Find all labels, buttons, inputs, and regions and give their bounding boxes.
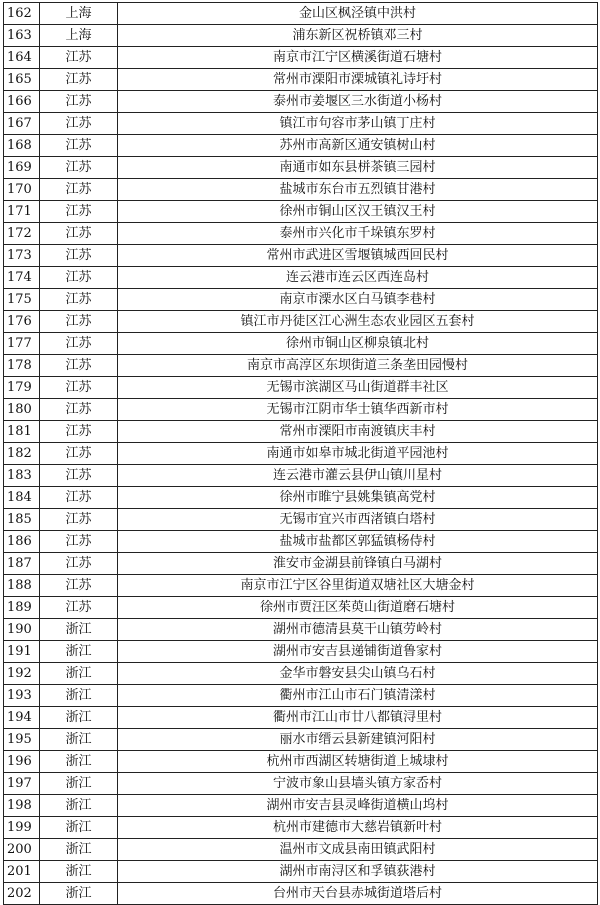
village-name-cell: 盐城市盐都区郭猛镇杨侍村 [118, 531, 598, 553]
row-number: 200 [4, 839, 40, 861]
row-number: 191 [4, 641, 40, 663]
table-row [4, 69, 598, 91]
table-body [4, 3, 598, 905]
village-name-cell: 镇江市句容市茅山镇丁庄村 [118, 113, 598, 135]
province-cell: 江苏 [40, 311, 118, 333]
village-name-cell: 南京市高淳区东坝街道三条垄田园慢村 [118, 355, 598, 377]
province-cell: 江苏 [40, 289, 118, 311]
row-number: 168 [4, 135, 40, 157]
row-number: 184 [4, 487, 40, 509]
row-number: 199 [4, 817, 40, 839]
table-row [4, 641, 598, 663]
village-name-cell: 衢州市江山市石门镇清漾村 [118, 685, 598, 707]
province-cell: 江苏 [40, 135, 118, 157]
village-name-cell: 连云港市连云区西连岛村 [118, 267, 598, 289]
table-row [4, 619, 598, 641]
row-number: 165 [4, 69, 40, 91]
province-cell: 江苏 [40, 47, 118, 69]
table-row [4, 179, 598, 201]
village-name-cell: 无锡市江阴市华士镇华西新市村 [118, 399, 598, 421]
table-row [4, 91, 598, 113]
row-number: 171 [4, 201, 40, 223]
village-name-cell: 淮安市金湖县前锋镇白马湖村 [118, 553, 598, 575]
row-number: 194 [4, 707, 40, 729]
village-name-cell: 湖州市安吉县递铺街道鲁家村 [118, 641, 598, 663]
row-number: 198 [4, 795, 40, 817]
province-cell: 浙江 [40, 707, 118, 729]
table-row [4, 289, 598, 311]
row-number: 202 [4, 883, 40, 905]
village-name-cell: 泰州市姜堰区三水街道小杨村 [118, 91, 598, 113]
village-name-cell: 徐州市铜山区柳泉镇北村 [118, 333, 598, 355]
province-cell: 江苏 [40, 157, 118, 179]
province-cell: 浙江 [40, 751, 118, 773]
row-number: 193 [4, 685, 40, 707]
row-number: 163 [4, 25, 40, 47]
province-cell: 江苏 [40, 399, 118, 421]
row-number: 189 [4, 597, 40, 619]
village-name-cell: 湖州市南浔区和孚镇荻港村 [118, 861, 598, 883]
village-name-cell: 南京市江宁区横溪街道石塘村 [118, 47, 598, 69]
village-name-cell: 金华市磐安县尖山镇乌石村 [118, 663, 598, 685]
province-cell: 江苏 [40, 69, 118, 91]
province-cell: 江苏 [40, 575, 118, 597]
table-row [4, 751, 598, 773]
row-number: 164 [4, 47, 40, 69]
province-cell: 浙江 [40, 795, 118, 817]
province-cell: 江苏 [40, 553, 118, 575]
table-row [4, 773, 598, 795]
table-row [4, 465, 598, 487]
province-cell: 浙江 [40, 839, 118, 861]
table-row [4, 157, 598, 179]
village-name-cell: 南通市如东县栟茶镇三园村 [118, 157, 598, 179]
province-cell: 江苏 [40, 223, 118, 245]
province-cell: 浙江 [40, 861, 118, 883]
village-name-cell: 南通市如皋市城北街道平园池村 [118, 443, 598, 465]
province-cell: 上海 [40, 25, 118, 47]
province-cell: 江苏 [40, 333, 118, 355]
village-name-cell: 无锡市滨湖区马山街道群丰社区 [118, 377, 598, 399]
village-name-cell: 苏州市高新区通安镇树山村 [118, 135, 598, 157]
table-row [4, 47, 598, 69]
table-row [4, 509, 598, 531]
province-cell: 江苏 [40, 531, 118, 553]
table-row [4, 135, 598, 157]
village-name-cell: 南京市溧水区白马镇李巷村 [118, 289, 598, 311]
table-row [4, 355, 598, 377]
row-number: 187 [4, 553, 40, 575]
table-row [4, 377, 598, 399]
table-row [4, 597, 598, 619]
row-number: 162 [4, 3, 40, 25]
table-row [4, 267, 598, 289]
table-row [4, 421, 598, 443]
table-row [4, 883, 598, 905]
row-number: 170 [4, 179, 40, 201]
village-name-cell: 连云港市灌云县伊山镇川星村 [118, 465, 598, 487]
province-cell: 浙江 [40, 619, 118, 641]
table-row [4, 487, 598, 509]
province-cell: 浙江 [40, 641, 118, 663]
row-number: 177 [4, 333, 40, 355]
row-number: 181 [4, 421, 40, 443]
table-row [4, 839, 598, 861]
row-number: 195 [4, 729, 40, 751]
village-name-cell: 金山区枫泾镇中洪村 [118, 3, 598, 25]
row-number: 182 [4, 443, 40, 465]
row-number: 172 [4, 223, 40, 245]
village-name-cell: 湖州市安吉县灵峰街道横山坞村 [118, 795, 598, 817]
row-number: 179 [4, 377, 40, 399]
village-name-cell: 台州市天台县赤城街道塔后村 [118, 883, 598, 905]
table-row [4, 399, 598, 421]
table-row [4, 531, 598, 553]
province-cell: 江苏 [40, 179, 118, 201]
row-number: 167 [4, 113, 40, 135]
village-name-cell: 徐州市铜山区汉王镇汉王村 [118, 201, 598, 223]
province-cell: 江苏 [40, 421, 118, 443]
village-name-cell: 衢州市江山市廿八都镇浔里村 [118, 707, 598, 729]
province-cell: 浙江 [40, 817, 118, 839]
row-number: 175 [4, 289, 40, 311]
table-row [4, 3, 598, 25]
province-cell: 江苏 [40, 509, 118, 531]
province-cell: 江苏 [40, 267, 118, 289]
village-name-cell: 镇江市丹徒区江心洲生态农业园区五套村 [118, 311, 598, 333]
province-cell: 江苏 [40, 377, 118, 399]
village-name-cell: 杭州市建德市大慈岩镇新叶村 [118, 817, 598, 839]
province-cell: 江苏 [40, 465, 118, 487]
row-number: 176 [4, 311, 40, 333]
table-row [4, 443, 598, 465]
row-number: 183 [4, 465, 40, 487]
table-row [4, 795, 598, 817]
province-cell: 江苏 [40, 245, 118, 267]
village-name-cell: 盐城市东台市五烈镇甘港村 [118, 179, 598, 201]
table-row [4, 575, 598, 597]
village-name-cell: 无锡市宜兴市西渚镇白塔村 [118, 509, 598, 531]
province-cell: 江苏 [40, 201, 118, 223]
village-name-cell: 杭州市西湖区转塘街道上城埭村 [118, 751, 598, 773]
row-number: 196 [4, 751, 40, 773]
province-cell: 江苏 [40, 487, 118, 509]
province-cell: 江苏 [40, 597, 118, 619]
row-number: 188 [4, 575, 40, 597]
village-name-cell: 徐州市睢宁县姚集镇高党村 [118, 487, 598, 509]
village-list-table [3, 2, 598, 905]
table-row [4, 311, 598, 333]
row-number: 197 [4, 773, 40, 795]
table-row [4, 25, 598, 47]
village-name-cell: 湖州市德清县莫干山镇劳岭村 [118, 619, 598, 641]
table-row [4, 861, 598, 883]
row-number: 166 [4, 91, 40, 113]
village-name-cell: 宁波市象山县墙头镇方家岙村 [118, 773, 598, 795]
table-row [4, 663, 598, 685]
row-number: 185 [4, 509, 40, 531]
row-number: 201 [4, 861, 40, 883]
row-number: 180 [4, 399, 40, 421]
province-cell: 浙江 [40, 773, 118, 795]
table-row [4, 707, 598, 729]
table-row [4, 729, 598, 751]
row-number: 174 [4, 267, 40, 289]
row-number: 178 [4, 355, 40, 377]
province-cell: 上海 [40, 3, 118, 25]
village-name-cell: 南京市江宁区谷里街道双塘社区大塘金村 [118, 575, 598, 597]
row-number: 190 [4, 619, 40, 641]
village-name-cell: 常州市溧阳市溧城镇礼诗圩村 [118, 69, 598, 91]
province-cell: 江苏 [40, 113, 118, 135]
table-row [4, 113, 598, 135]
table-row [4, 223, 598, 245]
table-row [4, 553, 598, 575]
village-name-cell: 泰州市兴化市千垛镇东罗村 [118, 223, 598, 245]
table-row [4, 245, 598, 267]
province-cell: 江苏 [40, 443, 118, 465]
village-name-cell: 常州市溧阳市南渡镇庆丰村 [118, 421, 598, 443]
province-cell: 浙江 [40, 729, 118, 751]
table-row [4, 817, 598, 839]
row-number: 186 [4, 531, 40, 553]
province-cell: 浙江 [40, 883, 118, 905]
village-name-cell: 温州市文成县南田镇武阳村 [118, 839, 598, 861]
village-name-cell: 常州市武进区雪堰镇城西回民村 [118, 245, 598, 267]
row-number: 192 [4, 663, 40, 685]
province-cell: 浙江 [40, 685, 118, 707]
village-name-cell: 丽水市缙云县新建镇河阳村 [118, 729, 598, 751]
village-name-cell: 浦东新区祝桥镇邓三村 [118, 25, 598, 47]
row-number: 173 [4, 245, 40, 267]
table-row [4, 201, 598, 223]
province-cell: 江苏 [40, 355, 118, 377]
table-row [4, 333, 598, 355]
province-cell: 浙江 [40, 663, 118, 685]
table-row [4, 685, 598, 707]
province-cell: 江苏 [40, 91, 118, 113]
row-number: 169 [4, 157, 40, 179]
village-name-cell: 徐州市贾汪区茱萸山街道磨石塘村 [118, 597, 598, 619]
